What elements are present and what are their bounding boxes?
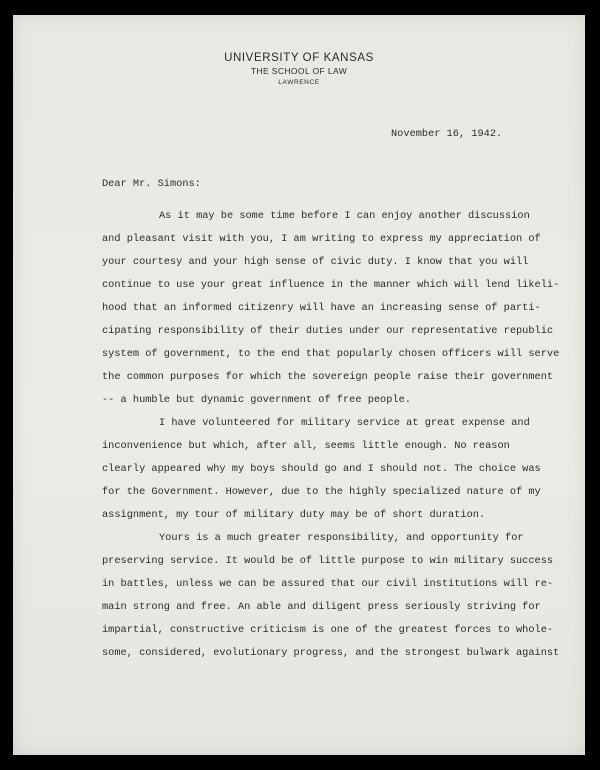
- body-line: some, considered, evolutionary progress, and the strongest bulwark against: [102, 647, 560, 659]
- paper-bleed-through: [173, 695, 433, 745]
- body-line: clearly appeared why my boys should go and I should not. The choice was: [102, 463, 541, 475]
- body-line: system of government, to the end that popularly chosen officers will serve: [102, 348, 560, 360]
- body-line: continue to use your great influence in the manner which will lend likeli-: [102, 279, 560, 291]
- body-line: for the Government. However, due to the highly specialized nature of my: [102, 486, 541, 498]
- body-line: -- a humble but dynamic government of free people.: [102, 394, 411, 406]
- body-line: preserving service. It would be of little purpose to win military success: [102, 555, 554, 567]
- body-line: your courtesy and your high sense of civic duty. I know that you will: [102, 256, 529, 268]
- body-line: Yours is a much greater responsibility, and opportunity for: [159, 532, 524, 544]
- body-line: impartial, constructive criticism is one of the greatest forces to whole-: [102, 624, 554, 636]
- body-line: assignment, my tour of military duty may be of short duration.: [102, 509, 486, 521]
- salutation: Dear Mr. Simons:: [102, 178, 201, 190]
- letterhead-city: LAWRENCE: [278, 79, 320, 86]
- body-line: I have volunteered for military service at great expense and: [159, 417, 530, 429]
- letterhead-school: THE SCHOOL OF LAW: [250, 66, 348, 76]
- body-line: cipating responsibility of their duties under our representative republic: [102, 325, 554, 337]
- body-line: in battles, unless we can be assured that our civil institutions will re-: [102, 578, 554, 590]
- body-line: hood that an informed citizenry will have an increasing sense of parti-: [102, 302, 541, 314]
- body-line: inconvenience but which, after all, seems little enough. No reason: [102, 440, 510, 452]
- letterhead-university: UNIVERSITY OF KANSAS: [224, 52, 374, 64]
- letter-date: November 16, 1942.: [391, 128, 503, 140]
- letterhead: [13, 52, 585, 88]
- body-line: As it may be some time before I can enjoy another discussion: [159, 210, 530, 222]
- body-line: and pleasant visit with you, I am writing to express my appreciation of: [102, 233, 541, 245]
- letter-page: [13, 15, 585, 755]
- body-line: main strong and free. An able and diligent press seriously striving for: [102, 601, 541, 613]
- body-line: the common purposes for which the sovereign people raise their government: [102, 371, 554, 383]
